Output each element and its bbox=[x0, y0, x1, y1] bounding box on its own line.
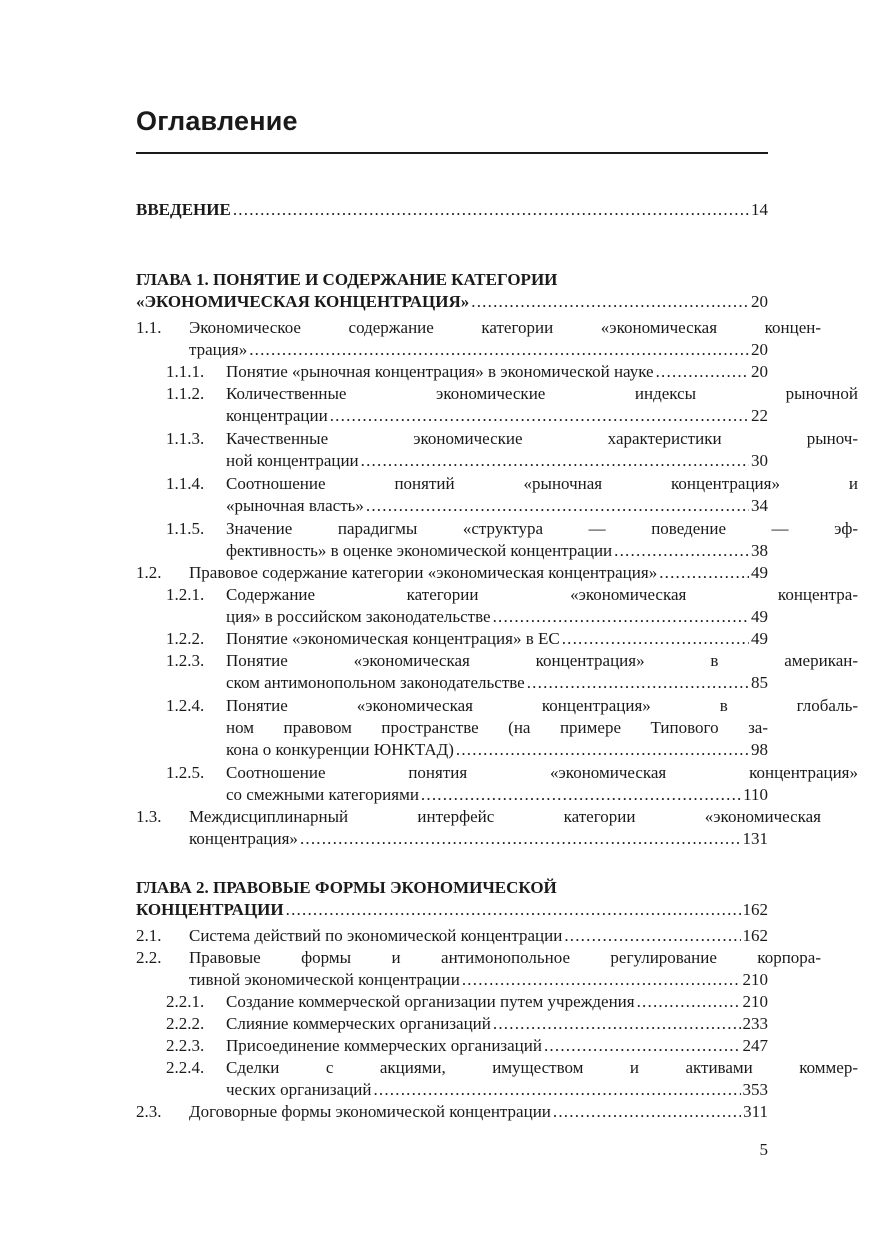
toc-section-1-2-4[interactable] bbox=[136, 695, 858, 717]
toc-section-1-1-cont[interactable] bbox=[189, 339, 768, 361]
toc-entry-title: «рыночная власть» bbox=[226, 496, 364, 515]
toc-page-number: 210 bbox=[742, 970, 768, 989]
toc-entry-title: со смежными категориями bbox=[226, 785, 419, 804]
toc-section-number: 2.2.2. bbox=[166, 1014, 205, 1033]
toc-entry-title: Качественные экономические характеристики рыноч- bbox=[226, 429, 858, 448]
toc-entry-title: фективность» в оценке экономической концентрации bbox=[226, 541, 613, 560]
toc-entry-title: ном правовом пространстве (на примере Типового за- bbox=[226, 718, 768, 737]
toc-entry-title: Понятие «экономическая концентрация» в глобаль- bbox=[226, 696, 858, 715]
toc-section-2-1[interactable] bbox=[136, 925, 768, 947]
toc-section-number: 1.2.5. bbox=[166, 763, 205, 782]
toc-section-1-1-2[interactable] bbox=[136, 383, 858, 405]
toc-section-1-1-4-cont[interactable] bbox=[226, 495, 768, 517]
toc-page-number: 85 bbox=[751, 673, 768, 692]
toc-page-number: 20 bbox=[751, 292, 768, 311]
toc-section-1-2-2[interactable] bbox=[136, 628, 768, 650]
toc-section-number: 1.2.3. bbox=[166, 651, 205, 670]
page-number: 5 bbox=[759, 1140, 768, 1159]
toc-section-2-2-2[interactable] bbox=[136, 1013, 768, 1035]
toc-entry-title: Содержание категории «экономическая концентра- bbox=[226, 585, 858, 604]
toc-page-number: 210 bbox=[742, 992, 768, 1011]
toc-section-1-1[interactable] bbox=[136, 317, 821, 339]
toc-section-1-1-4[interactable] bbox=[136, 473, 858, 495]
toc-section-1-1-1[interactable] bbox=[136, 361, 768, 383]
toc-entry-title: Понятие «рыночная концентрация» в экономической науке bbox=[226, 362, 654, 381]
toc-entry-title: Договорные формы экономической концентрации bbox=[189, 1102, 551, 1121]
leader-dots bbox=[421, 784, 741, 806]
leader-dots bbox=[659, 562, 749, 584]
toc-page-number: 162 bbox=[742, 900, 768, 919]
leader-dots bbox=[462, 969, 741, 991]
toc-page-number: 233 bbox=[742, 1014, 768, 1033]
toc-page-number: 20 bbox=[751, 362, 768, 381]
toc-section-1-1-3[interactable] bbox=[136, 428, 858, 450]
toc-page-number: 22 bbox=[751, 406, 768, 425]
leader-dots bbox=[361, 450, 749, 472]
toc-section-1-2-3-cont[interactable] bbox=[226, 672, 768, 694]
leader-dots bbox=[564, 925, 740, 947]
toc-section-number: 1.1.2. bbox=[166, 384, 205, 403]
leader-dots bbox=[471, 291, 749, 313]
toc-page-number: 49 bbox=[751, 629, 768, 648]
toc-section-2-2-cont[interactable] bbox=[189, 969, 768, 991]
toc-entry-title: тивной экономической концентрации bbox=[189, 970, 460, 989]
leader-dots bbox=[233, 199, 749, 221]
toc-section-1-2-1[interactable] bbox=[136, 584, 858, 606]
leader-dots bbox=[249, 339, 749, 361]
toc-section-2-2-1[interactable] bbox=[136, 991, 768, 1013]
toc-entry-title: «ЭКОНОМИЧЕСКАЯ КОНЦЕНТРАЦИЯ» bbox=[136, 292, 470, 311]
toc-section-2-2-4-cont[interactable] bbox=[226, 1079, 768, 1101]
toc-entry-title: Понятие «экономическая концентрация» в ЕС bbox=[226, 629, 560, 648]
toc-section-1-1-3-cont[interactable] bbox=[226, 450, 768, 472]
toc-chapter-1-title[interactable] bbox=[136, 269, 768, 291]
toc-section-number: 1.2.1. bbox=[166, 585, 205, 604]
toc-page-number: 98 bbox=[751, 740, 768, 759]
toc-page-number: 110 bbox=[743, 785, 768, 804]
toc-entry-title: Создание коммерческой организации путем учреждения bbox=[226, 992, 635, 1011]
toc-entry-title: ГЛАВА 1. ПОНЯТИЕ И СОДЕРЖАНИЕ КАТЕГОРИИ bbox=[136, 270, 558, 289]
leader-dots bbox=[562, 628, 749, 650]
toc-entry-title: трация» bbox=[189, 340, 248, 359]
toc-section-number: 2.2.4. bbox=[166, 1058, 205, 1077]
toc-section-1-1-5[interactable] bbox=[136, 518, 858, 540]
toc-section-number: 1.2.4. bbox=[166, 696, 205, 715]
toc-entry-title: Значение парадигмы «структура — поведение — эф- bbox=[226, 519, 858, 538]
leader-dots bbox=[300, 828, 741, 850]
toc-entry-title: Система действий по экономической концентрации bbox=[189, 926, 563, 945]
leader-dots bbox=[286, 899, 741, 921]
toc-page-number: 162 bbox=[742, 926, 768, 945]
toc-section-2-3[interactable] bbox=[136, 1101, 768, 1123]
toc-section-number: 2.2.1. bbox=[166, 992, 205, 1011]
leader-dots bbox=[656, 361, 749, 383]
toc-section-number: 2.1. bbox=[136, 926, 162, 945]
toc-page-number: 30 bbox=[751, 451, 768, 470]
toc-entry-title: Понятие «экономическая концентрация» в американ- bbox=[226, 651, 858, 670]
toc-section-number: 2.2.3. bbox=[166, 1036, 205, 1055]
leader-dots bbox=[493, 606, 749, 628]
toc-page-number: 38 bbox=[751, 541, 768, 560]
leader-dots bbox=[614, 540, 749, 562]
toc-entry-title: Правовое содержание категории «экономическая концентрация» bbox=[189, 563, 658, 582]
toc-entry-title: ция» в российском законодательстве bbox=[226, 607, 491, 626]
toc-entry-title: КОНЦЕНТРАЦИИ bbox=[136, 900, 284, 919]
toc-chapter-2-title[interactable] bbox=[136, 877, 768, 899]
toc-section-number: 2.2. bbox=[136, 948, 162, 967]
toc-entry-intro[interactable] bbox=[136, 199, 768, 221]
toc-entry-title: ной концентрации bbox=[226, 451, 359, 470]
toc-entry-title: Присоединение коммерческих организаций bbox=[226, 1036, 542, 1055]
toc-page-number: 34 bbox=[751, 496, 768, 515]
leader-dots bbox=[456, 739, 749, 761]
toc-entry-title: Экономическое содержание категории «экономическая концен- bbox=[189, 318, 821, 337]
toc-page-number: 131 bbox=[742, 829, 768, 848]
toc-section-1-3[interactable] bbox=[136, 806, 821, 828]
toc-page-number: 49 bbox=[751, 563, 768, 582]
toc-section-2-2[interactable] bbox=[136, 947, 821, 969]
leader-dots bbox=[493, 1013, 741, 1035]
toc-section-number: 1.2.2. bbox=[166, 629, 205, 648]
toc-entry-title: концентрация» bbox=[189, 829, 298, 848]
leader-dots bbox=[366, 495, 749, 517]
toc-section-2-2-3[interactable] bbox=[136, 1035, 768, 1057]
toc-entry-title: Междисциплинарный интерфейс категории «экономическая bbox=[189, 807, 821, 826]
leader-dots bbox=[544, 1035, 741, 1057]
toc-entry-title: концентрации bbox=[226, 406, 328, 425]
toc-section-number: 1.2. bbox=[136, 563, 162, 582]
toc-section-number: 1.1.5. bbox=[166, 519, 205, 538]
toc-entry-title: Правовые формы и антимонопольное регулирование корпора- bbox=[189, 948, 821, 967]
toc-section-1-2[interactable] bbox=[136, 562, 768, 584]
toc-section-number: 1.1.1. bbox=[166, 362, 205, 381]
page-title: Оглавление bbox=[136, 106, 298, 136]
toc-entry-title: ческих организаций bbox=[226, 1080, 372, 1099]
toc-section-number: 2.3. bbox=[136, 1102, 162, 1121]
toc-section-1-2-5-cont[interactable] bbox=[226, 784, 768, 806]
toc-entry-title: Сделки с акциями, имуществом и активами коммер- bbox=[226, 1058, 858, 1077]
toc-page-number: 353 bbox=[742, 1080, 768, 1099]
toc-entry-title: кона о конкуренции ЮНКТАД) bbox=[226, 740, 454, 759]
toc-entry-title: Количественные экономические индексы рыночной bbox=[226, 384, 858, 403]
toc-section-1-2-5[interactable] bbox=[136, 762, 858, 784]
toc-page-number: 311 bbox=[743, 1102, 768, 1121]
toc-section-2-2-4[interactable] bbox=[136, 1057, 858, 1079]
toc-section-1-2-4-cont2[interactable] bbox=[226, 739, 768, 761]
leader-dots bbox=[330, 405, 749, 427]
toc-entry-title: Соотношение понятий «рыночная концентрация» и bbox=[226, 474, 858, 493]
toc-section-number: 1.1. bbox=[136, 318, 162, 337]
toc-entry-title: Соотношение понятия «экономическая концентрация» bbox=[226, 763, 858, 782]
leader-dots bbox=[527, 672, 749, 694]
toc-page-number: 14 bbox=[751, 200, 768, 219]
toc-section-1-3-cont[interactable] bbox=[189, 828, 768, 850]
toc-section-1-1-2-cont[interactable] bbox=[226, 405, 768, 427]
toc-section-1-2-3[interactable] bbox=[136, 650, 858, 672]
leader-dots bbox=[373, 1079, 740, 1101]
toc-section-1-2-1-cont[interactable] bbox=[226, 606, 768, 628]
toc-entry-title: ГЛАВА 2. ПРАВОВЫЕ ФОРМЫ ЭКОНОМИЧЕСКОЙ bbox=[136, 878, 557, 897]
leader-dots bbox=[553, 1101, 741, 1123]
toc-section-1-1-5-cont[interactable] bbox=[226, 540, 768, 562]
title-underline bbox=[136, 152, 768, 154]
toc-page-number: 20 bbox=[751, 340, 768, 359]
toc-section-1-2-4-cont[interactable] bbox=[226, 717, 768, 739]
toc-chapter-2-title-cont[interactable] bbox=[136, 899, 768, 921]
toc-entry-title: ВВЕДЕНИЕ bbox=[136, 200, 231, 219]
toc-section-number: 1.3. bbox=[136, 807, 162, 826]
toc-entry-title: ском антимонопольном законодательстве bbox=[226, 673, 525, 692]
toc-section-number: 1.1.3. bbox=[166, 429, 205, 448]
toc-section-number: 1.1.4. bbox=[166, 474, 205, 493]
toc-entry-title: Слияние коммерческих организаций bbox=[226, 1014, 491, 1033]
leader-dots bbox=[637, 991, 741, 1013]
toc-page-number: 49 bbox=[751, 607, 768, 626]
toc-page-number: 247 bbox=[742, 1036, 768, 1055]
toc-chapter-1-title-cont[interactable] bbox=[136, 291, 768, 313]
